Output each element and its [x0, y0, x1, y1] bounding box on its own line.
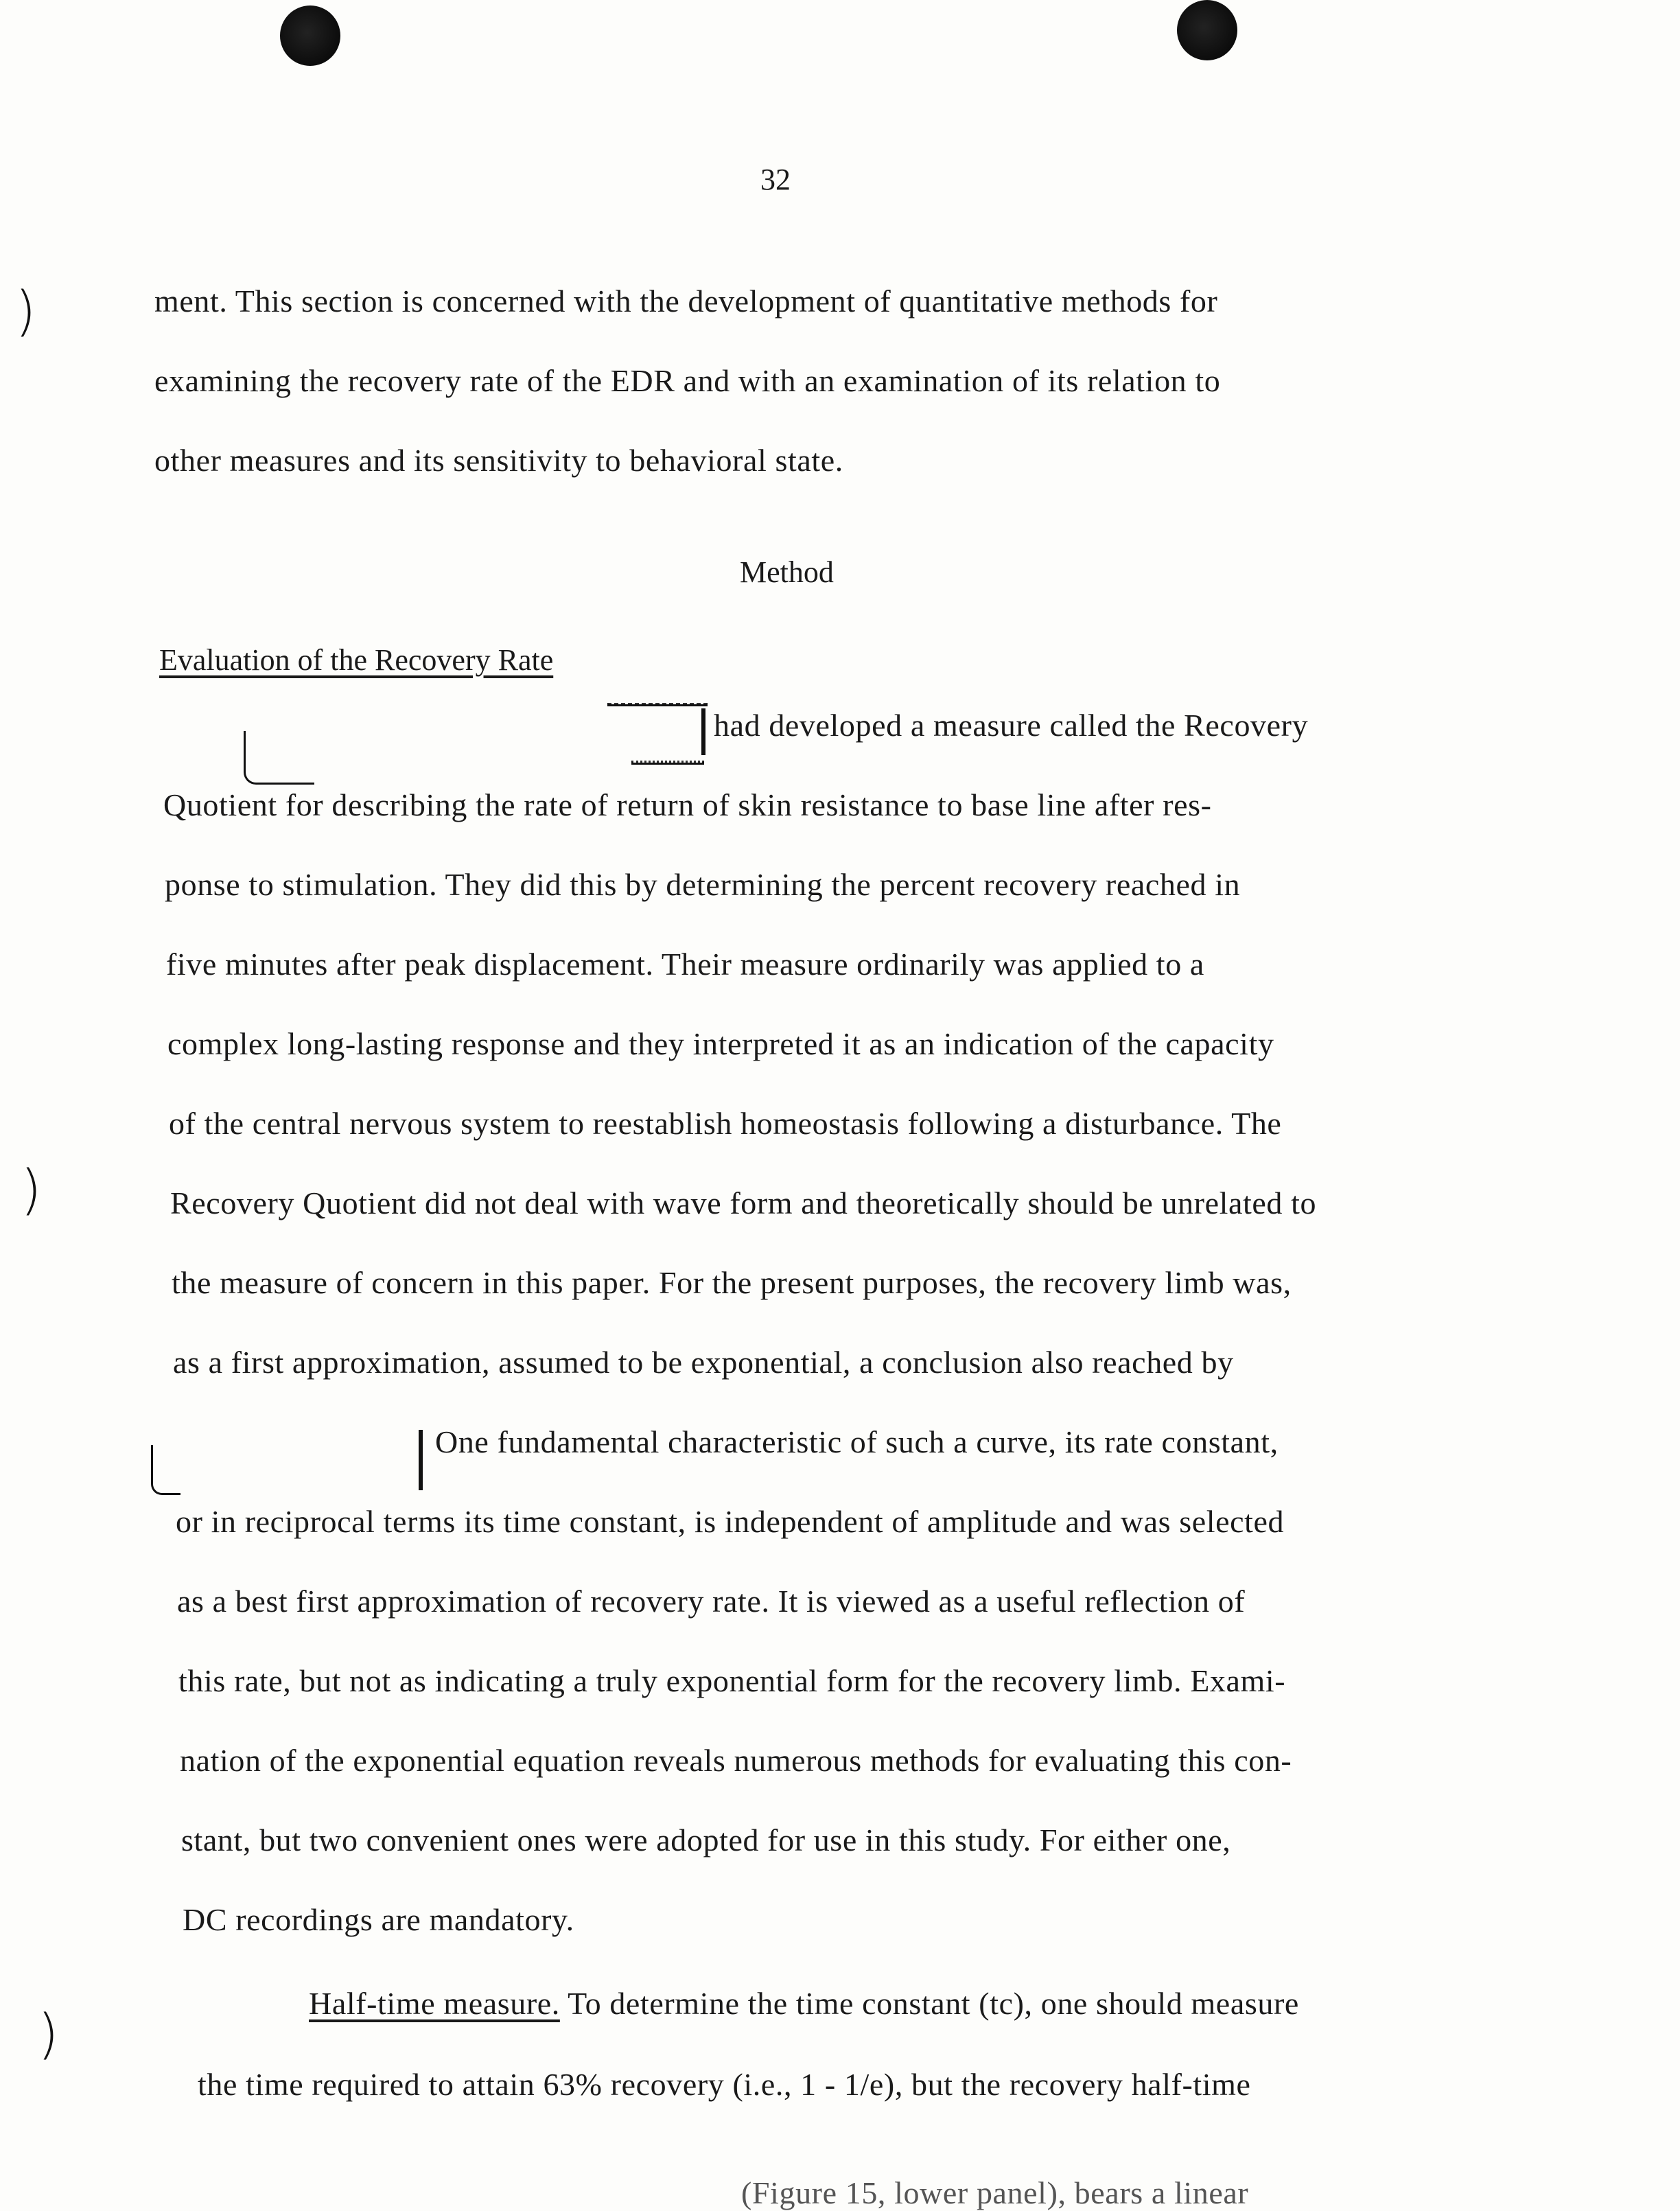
text-line: One fundamental characteristic of such a curve, its rate constant,: [435, 1424, 1279, 1459]
margin-mark: ): [21, 1159, 42, 1221]
half-time-text: To determine the time constant (tc), one should measure: [559, 1986, 1299, 2021]
text-line: complex long-lasting response and they interpreted it as an indication of the capacity: [167, 1026, 1274, 1061]
text-line: the measure of concern in this paper. For the present purposes, the recovery limb was,: [172, 1265, 1292, 1300]
text-line: the time required to attain 63% recovery (i.e., 1 - 1/e), but the recovery half-time: [198, 2067, 1251, 2102]
text-line: Recovery Quotient did not deal with wave form and theoretically should be unrelated to: [170, 1185, 1317, 1220]
text-line: examining the recovery rate of the EDR and with an examination of its relation to: [154, 363, 1221, 398]
text-line: as a first approximation, assumed to be exponential, a conclusion also reached by: [173, 1345, 1234, 1380]
text-line: five minutes after peak displacement. Their measure ordinarily was applied to a: [166, 947, 1204, 982]
text-line: as a best first approximation of recovery rate. It is viewed as a useful reflection of: [177, 1584, 1246, 1619]
punch-hole: [280, 5, 340, 66]
text-line: or in reciprocal terms its time constant, is independent of amplitude and was selected: [176, 1504, 1285, 1539]
text-line: this rate, but not as indicating a truly exponential form for the recovery limb. Exami-: [178, 1663, 1286, 1698]
redaction-bracket: [419, 1430, 423, 1490]
text-line: Quotient for describing the rate of return of skin resistance to base line after res-: [163, 787, 1212, 822]
punch-hole: [1177, 0, 1237, 60]
text-line: stant, but two convenient ones were adopted for use in this study. For either one,: [181, 1822, 1231, 1857]
text-line: of the central nervous system to reestablish homeostasis following a disturbance. The: [169, 1106, 1282, 1141]
text-line: nation of the exponential equation reveals numerous methods for evaluating this con-: [180, 1743, 1292, 1778]
redaction-bracket: [244, 731, 314, 785]
text-line: had developed a measure called the Recovery: [714, 708, 1309, 743]
text-line-cut-off: (Figure 15, lower panel), bears a linear: [741, 2175, 1249, 2210]
redaction-bracket: [607, 703, 708, 706]
redaction-bracket: [631, 761, 704, 765]
section-heading: Method: [740, 555, 834, 589]
redaction-bracket: [701, 708, 705, 755]
subheading: Evaluation of the Recovery Rate: [159, 643, 554, 677]
margin-mark: ): [38, 2004, 59, 2065]
text-line: ment. This section is concerned with the development of quantitative methods for: [154, 283, 1218, 319]
redaction-bracket: [151, 1445, 180, 1495]
half-time-label: Half-time measure.: [309, 1986, 560, 2021]
text-line: [309, 1985, 1299, 2022]
page-number: 32: [760, 163, 791, 196]
margin-mark: ): [15, 281, 36, 343]
text-line: DC recordings are mandatory.: [183, 1902, 574, 1937]
text-line: ponse to stimulation. They did this by determining the percent recovery reached in: [165, 867, 1241, 902]
text-line: other measures and its sensitivity to behavioral state.: [154, 443, 843, 478]
